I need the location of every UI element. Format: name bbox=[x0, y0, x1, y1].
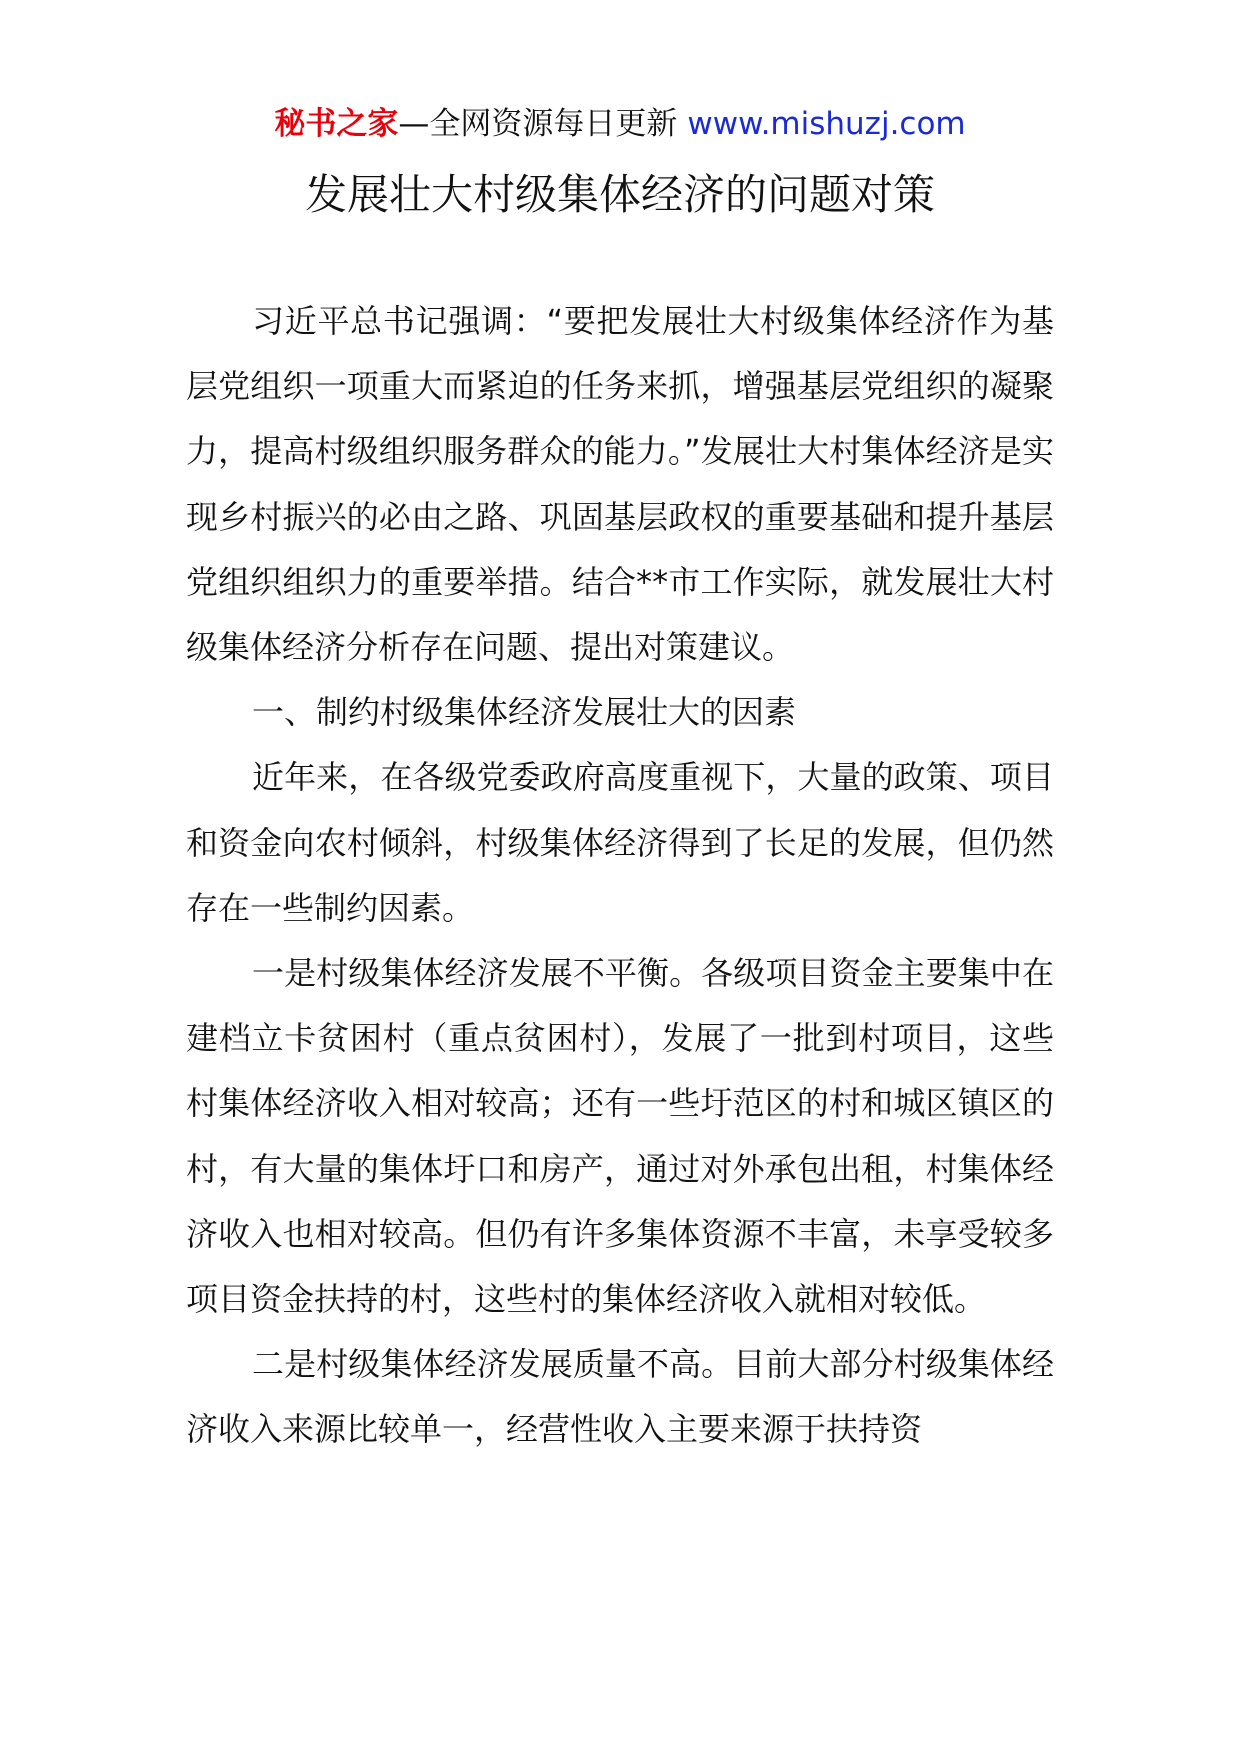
site-header bbox=[0, 104, 1240, 144]
paragraph-intro: 习近平总书记强调：“要把发展壮大村级集体经济作为基层党组织一项重大而紧迫的任务来抓，增强基层党组织的凝聚力，提高村级组织服务群众的能力。”发展壮大村集体经济是实现乡村振兴的必由之路、巩固基层政权的重要基础和提升基层党组织组织力的重要举措。结合**市工作实际，就发展壮大村级集体经济分析存在问题、提出对策建议。 bbox=[186, 302, 1054, 667]
brand-name: 秘书之家 bbox=[274, 106, 399, 142]
document-body bbox=[186, 289, 1054, 1463]
paragraph-point-one: 一是村级集体经济发展不平衡。各级项目资金主要集中在建档立卡贫困村（重点贫困村），发展了一批到村项目，这些村集体经济收入相对较高；还有一些圩范区的村和城区镇区的村，有大量的集体圩口和房产，通过对外承包出租，村集体经济收入也相对较高。但仍有许多集体资源不丰富，未享受较多项目资金扶持的村，这些村的集体经济收入就相对较低。 bbox=[186, 954, 1054, 1319]
document-title: 发展壮大村级集体经济的问题对策 bbox=[304, 170, 935, 219]
header-tagline: —全网资源每日更新 bbox=[398, 106, 678, 142]
section-heading: 一、制约村级集体经济发展壮大的因素 bbox=[252, 693, 797, 732]
paragraph-point-two: 二是村级集体经济发展质量不高。目前大部分村级集体经济收入来源比较单一，经营性收入主要来源于扶持资 bbox=[186, 1345, 1054, 1449]
site-url-link[interactable]: www.mishuzj.com bbox=[687, 106, 966, 142]
paragraph-overview: 近年来，在各级党委政府高度重视下，大量的政策、项目和资金向农村倾斜，村级集体经济得到了长足的发展，但仍然存在一些制约因素。 bbox=[186, 758, 1054, 927]
